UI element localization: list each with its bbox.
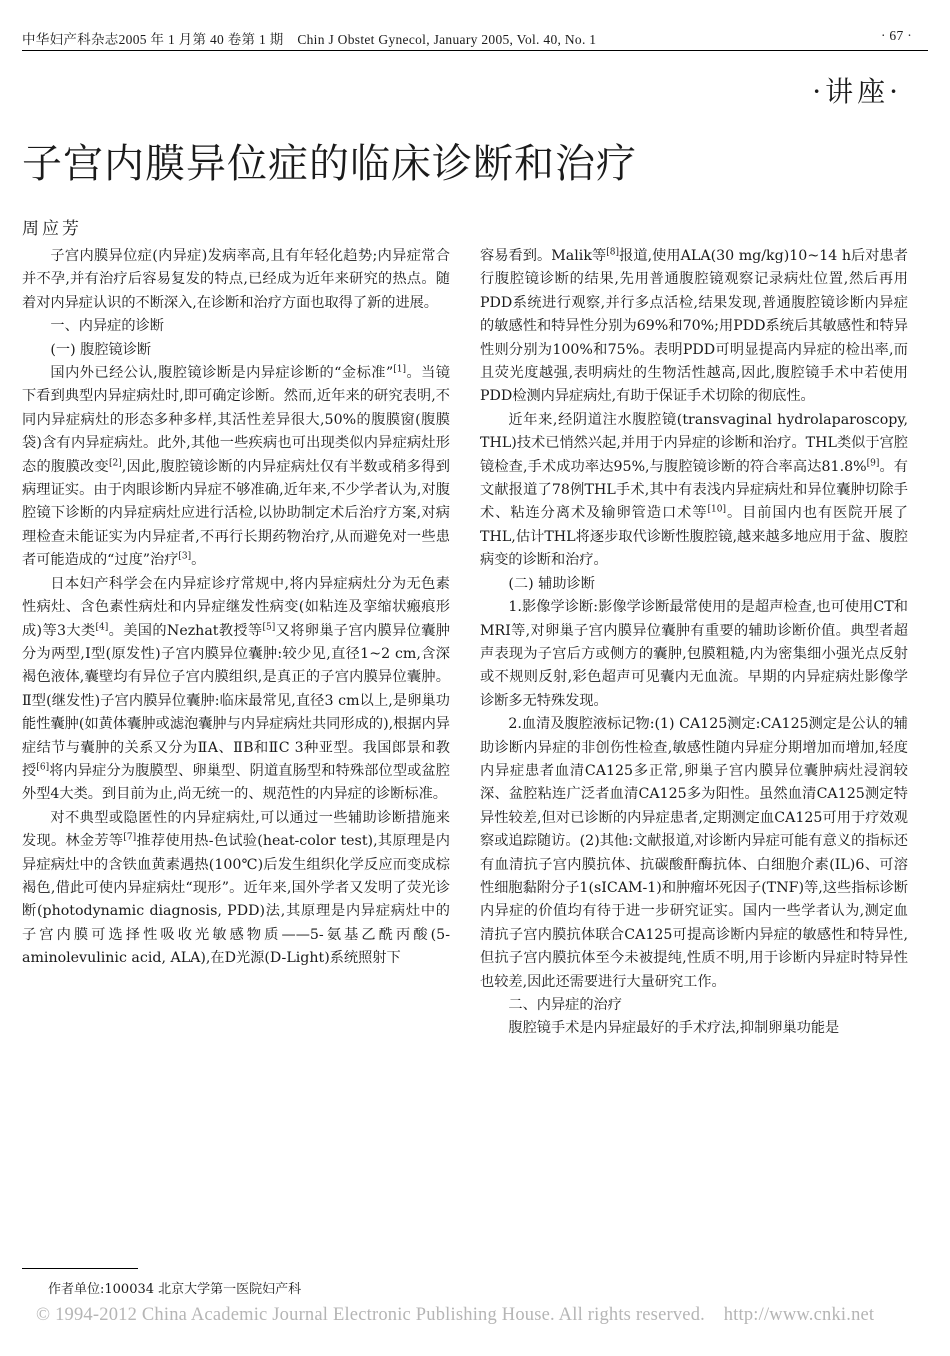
author-affiliation: 作者单位:100034 北京大学第一医院妇产科 bbox=[48, 1282, 302, 1297]
copyright-watermark: © 1994-2012 China Academic Journal Electronic Publishing House. All rights reserved. http://www.cnki.net bbox=[36, 1305, 875, 1325]
paragraph: 近年来,经阴道注水腹腔镜(transvaginal hydrolaparoscopy, THL)技术已悄然兴起,并用于内异症的诊断和治疗。THL类似于宫腔镜检查,手术成功率达95%,与腹腔镜诊断的符合率高达81.8%[9]。有文献报道了78例THL手术,其中有表浅内异症病灶和异位囊肿切除手术、粘连分离术及输卵管造口术等[10]。目前国内也有医院开展了THL,估计THL将逐步取代诊断性腹腔镜,越来越多地应用于盆、腹腔病变的诊断和治疗。 bbox=[480, 411, 908, 569]
paragraph: 2.血清及腹腔液标记物:(1) CA125测定:CA125测定是公认的辅助诊断内异症的非创伤性检查,敏感性随内异症分期增加而增加,轻度内异症患者血清CA125多正常,卵巢子宫内膜异位囊肿病灶浸润较深、盆腔粘连广泛者血清CA125多为阳性。虽然血清CA125测定特异性较差,但对已诊断的内异症患者,定期测定血CA125可用于疗效观察或追踪随访。(2)其他:文献报道,对诊断内异症可能有意义的指标还有血清抗子宫内膜抗体、抗碳酸酐酶抗体、白细胞介素(IL)6、可溶性细胞黏附分子1(sICAM-1)和肿瘤坏死因子(TNF)等,这些指标诊断内异症的价值均有待于进一步研究证实。国内一些学者认为,测定血清抗子宫内膜抗体联合CA125可提高诊断内异症的敏感性和特异性,但抗子宫内膜抗体至今未被提纯,性质不明,用于诊断内异症时特异性也较差,因此还需要进行大量研究工作。 bbox=[480, 716, 908, 990]
citation: [3] bbox=[178, 551, 192, 562]
citation: [1] bbox=[393, 364, 406, 375]
paragraph: 子宫内膜异位症(内异症)发病率高,且有年轻化趋势;内异症常合并不孕,并有治疗后容易复发的特点,已经成为近年来研究的热点。随着对内异症认识的不断深入,在诊断和治疗方面也取得了新的进展。 bbox=[22, 248, 450, 311]
citation: [7] bbox=[123, 832, 137, 843]
section-heading: 一、内异症的诊断 bbox=[50, 318, 164, 335]
citation: [5] bbox=[262, 621, 276, 632]
subsection-heading: (二) 辅助诊断 bbox=[508, 575, 595, 592]
paragraph: 国内外已经公认,腹腔镜诊断是内异症诊断的“金标准”[1]。当镜下看到典型内异症病灶时,即可确定诊断。然而,近年来的研究表明,不同内异症病灶的形态多种多样,其活性差异很大,50%的腹膜窗(腹膜袋)含有内异症病灶。此外,其他一些疾病也可出现类似内异症病灶形态的腹膜改变[2],因此,腹腔镜诊断的内异症病灶仅有半数或稍多得到病理证实。由于肉眼诊断内异症不够准确,近年来,不少学者认为,对腹腔镜下诊断的内异症病灶应进行活检,以协助制定术后治疗方案,对病理检查未能证实为内异症者,不再行长期药物治疗,从而避免对一些患者可能造成的“过度”治疗[3]。 bbox=[22, 364, 450, 569]
footnote-divider bbox=[22, 1268, 138, 1269]
article-title: 子宫内膜异位症的临床诊断和治疗 bbox=[22, 141, 637, 187]
left-column bbox=[22, 245, 450, 971]
subsection-heading: (一) 腹腔镜诊断 bbox=[50, 341, 152, 358]
citation: [8] bbox=[606, 247, 619, 258]
author-name: 周应芳 bbox=[22, 219, 82, 239]
paragraph: 腹腔镜手术是内异症最好的手术疗法,抑制卵巢功能是 bbox=[508, 1020, 840, 1037]
citation: [10] bbox=[707, 504, 726, 515]
citation: [4] bbox=[95, 621, 109, 632]
paragraph: 日本妇产科学会在内异症诊疗常规中,将内异症病灶分为无色素性病灶、含色素性病灶和内异症继发性病变(如粘连及挛缩状瘢痕形成)等3大类[4]。美国的Nezhat教授等[5]又将卵巢子宫内膜异位囊肿分为两型,Ⅰ型(原发性)子宫内膜异位囊肿:较少见,直径1~2 cm,含深褐色液体,囊壁均有异位子宫内膜组织,是真正的子宫内膜异位囊肿。Ⅱ型(继发性)子宫内膜异位囊肿:临床最常见,直径3 cm以上,是卵巢功能性囊肿(如黄体囊肿或滤泡囊肿与内异症病灶共同形成的),根据内异症结节与囊肿的关系又分为ⅡA、ⅡB和ⅡC 3种亚型。我国郎景和教授[6]将内异症分为腹膜型、卵巢型、阴道直肠型和特殊部位型或盆腔外型4大类。到目前为止,尚无统一的、规范性的内异症的诊断标准。 bbox=[22, 575, 450, 803]
citation: [2] bbox=[108, 457, 122, 468]
section-heading: 二、内异症的治疗 bbox=[508, 997, 622, 1013]
paragraph: 对不典型或隐匿性的内异症病灶,可以通过一些辅助诊断措施来发现。林金芳等[7]推荐使用热-色试验(heat-color test),其原理是内异症病灶中的含铁血黄素遇热(100℃)后发生组织化学反应而变成棕褐色,借此可使内异症病灶“现形”。近年来,国外学者又发明了荧光诊断(photodynamic diagnosis, PDD)法,其原理是内异症病灶中的子宫内膜可选择性吸收光敏感物质——5-氨基乙酰丙酸(5-aminolevulinic acid, ALA),在D光源(D-Light)系统照射下 bbox=[22, 809, 450, 967]
paragraph: 容易看到。Malik等[8]报道,使用ALA(30 mg/kg)10~14 h后对患者行腹腔镜诊断的结果,先用普通腹腔镜观察记录病灶位置,然后再用PDD系统进行观察,并行多点活检,结果发现,普通腹腔镜诊断内异症的敏感性和特异性分别为69%和70%;用PDD系统后其敏感性和特异性则分别为100%和75%。表明PDD可明显提高内异症的检出率,而且荧光度越强,表明病灶的生物活性越高,因此,腹腔镜手术中若使用PDD检测内异症病灶,有助于保证手术切除的彻底性。 bbox=[480, 247, 908, 405]
running-header bbox=[22, 22, 928, 51]
citation: [6] bbox=[36, 762, 50, 773]
column-label: ·讲座· bbox=[812, 75, 902, 108]
right-column bbox=[480, 245, 908, 1041]
journal-citation: 中华妇产科杂志2005 年 1 月第 40 卷第 1 期 Chin J Obstet Gynecol, January 2005, Vol. 40, No. 1 bbox=[22, 32, 597, 47]
citation: [9] bbox=[866, 457, 880, 468]
paragraph: 1.影像学诊断:影像学诊断最常使用的是超声检查,也可使用CT和MRI等,对卵巢子宫内膜异位囊肿有重要的辅助诊断价值。典型者超声表现为子宫后方或侧方的囊肿,包膜粗糙,内为密集细小强光点反射或不规则反射,彩色超声可见囊内无血流。早期的内异症病灶影像学诊断多无特殊发现。 bbox=[480, 599, 908, 709]
page-number: · 67 · bbox=[880, 28, 912, 43]
